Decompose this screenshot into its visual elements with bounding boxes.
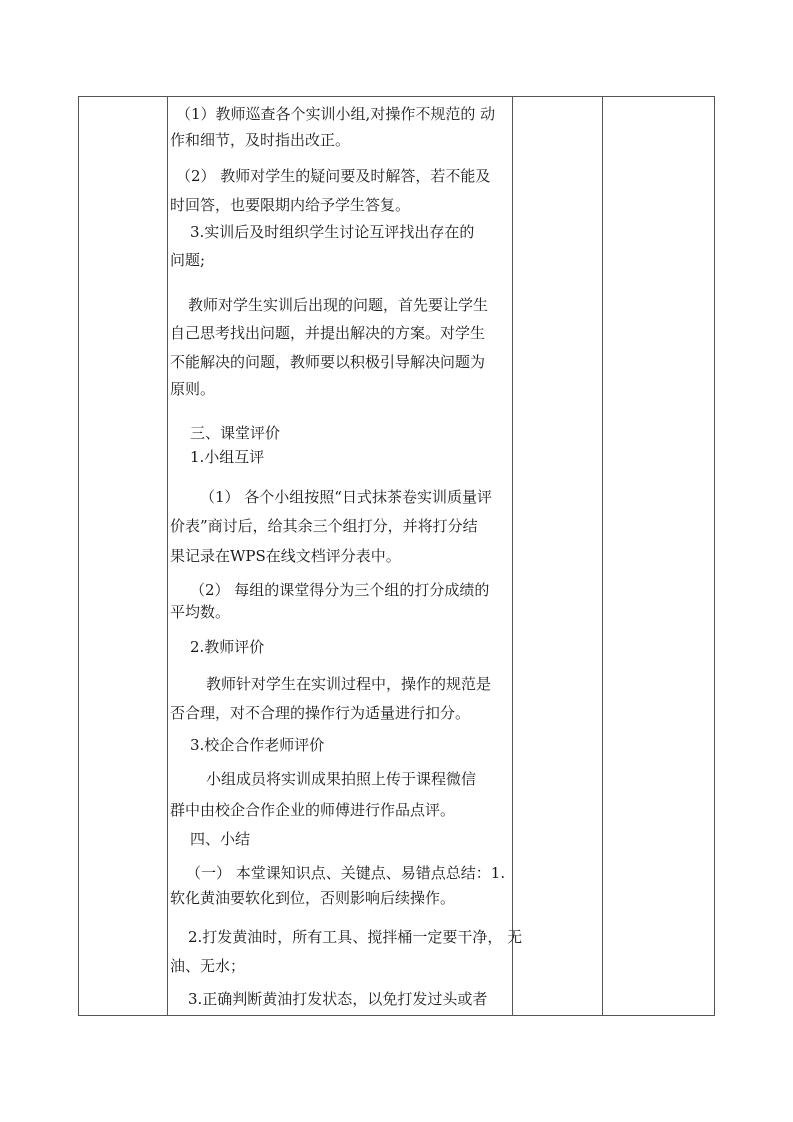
text-line: 3.实训后及时组织学生讨论互评找出存在的 xyxy=(190,223,475,241)
table-left-border xyxy=(78,96,79,1015)
text-line: 问题; xyxy=(170,251,206,269)
text-line: 群中由校企合作企业的师傅进行作品点评。 xyxy=(170,801,456,819)
text-line: 自己思考找出问题，并提出解决的方案。对学生 xyxy=(170,324,486,342)
section-heading: 三、课堂评价 xyxy=(190,424,281,442)
text-line: 油、无水； xyxy=(170,957,246,975)
table-bottom-border xyxy=(78,1015,715,1016)
subsection-heading: 1.小组互评 xyxy=(190,448,265,466)
text-line: 原则。 xyxy=(170,380,216,398)
text-line: 3.正确判断黄油打发状态，以免打发过头或者 xyxy=(188,990,488,1008)
text-line: 时回答，也要限期内给予学生答复。 xyxy=(170,196,411,214)
text-line: （一） 本堂课知识点、关键点、易错点总结：1. xyxy=(186,864,506,882)
text-line: （2） 教师对学生的疑问要及时解答，若不能及 xyxy=(176,167,491,185)
text-line: 软化黄油要软化到位，否则影响后续操作。 xyxy=(170,889,456,907)
content-cell xyxy=(168,96,523,1015)
text-line: 否合理，对不合理的操作行为适量进行扣分。 xyxy=(170,704,471,722)
section-heading: 四、小结 xyxy=(190,830,251,848)
text-line: 果记录在WPS在线文档评分表中。 xyxy=(170,547,401,565)
text-line: （1）教师巡查各个实训小组,对操作不规范的 动 xyxy=(176,105,496,123)
text-line: 作和细节，及时指出改正。 xyxy=(170,131,351,149)
text-line: （2） 每组的课堂得分为三个组的打分成绩的 xyxy=(190,581,490,599)
text-line: 平均数。 xyxy=(170,603,231,621)
subsection-heading: 3.校企合作老师评价 xyxy=(190,736,325,754)
column-divider-3 xyxy=(602,96,603,1015)
text-line: 不能解决的问题，教师要以积极引导解决问题为 xyxy=(170,353,486,371)
text-line: 2.打发黄油时，所有工具、搅拌桶一定要干净， 无 xyxy=(188,928,523,946)
text-line: 价表”商讨后，给其余三个组打分，并将打分结 xyxy=(170,517,478,535)
text-line: 教师对学生实训后出现的问题，首先要让学生 xyxy=(188,296,489,314)
text-line: 教师针对学生在实训过程中，操作的规范是 xyxy=(206,675,492,693)
subsection-heading: 2.教师评价 xyxy=(190,638,265,656)
text-line: （1） 各个小组按照“日式抹茶卷实训质量评 xyxy=(200,488,492,506)
text-line: 小组成员将实训成果拍照上传于课程微信 xyxy=(206,770,477,788)
table-right-border xyxy=(714,96,715,1015)
